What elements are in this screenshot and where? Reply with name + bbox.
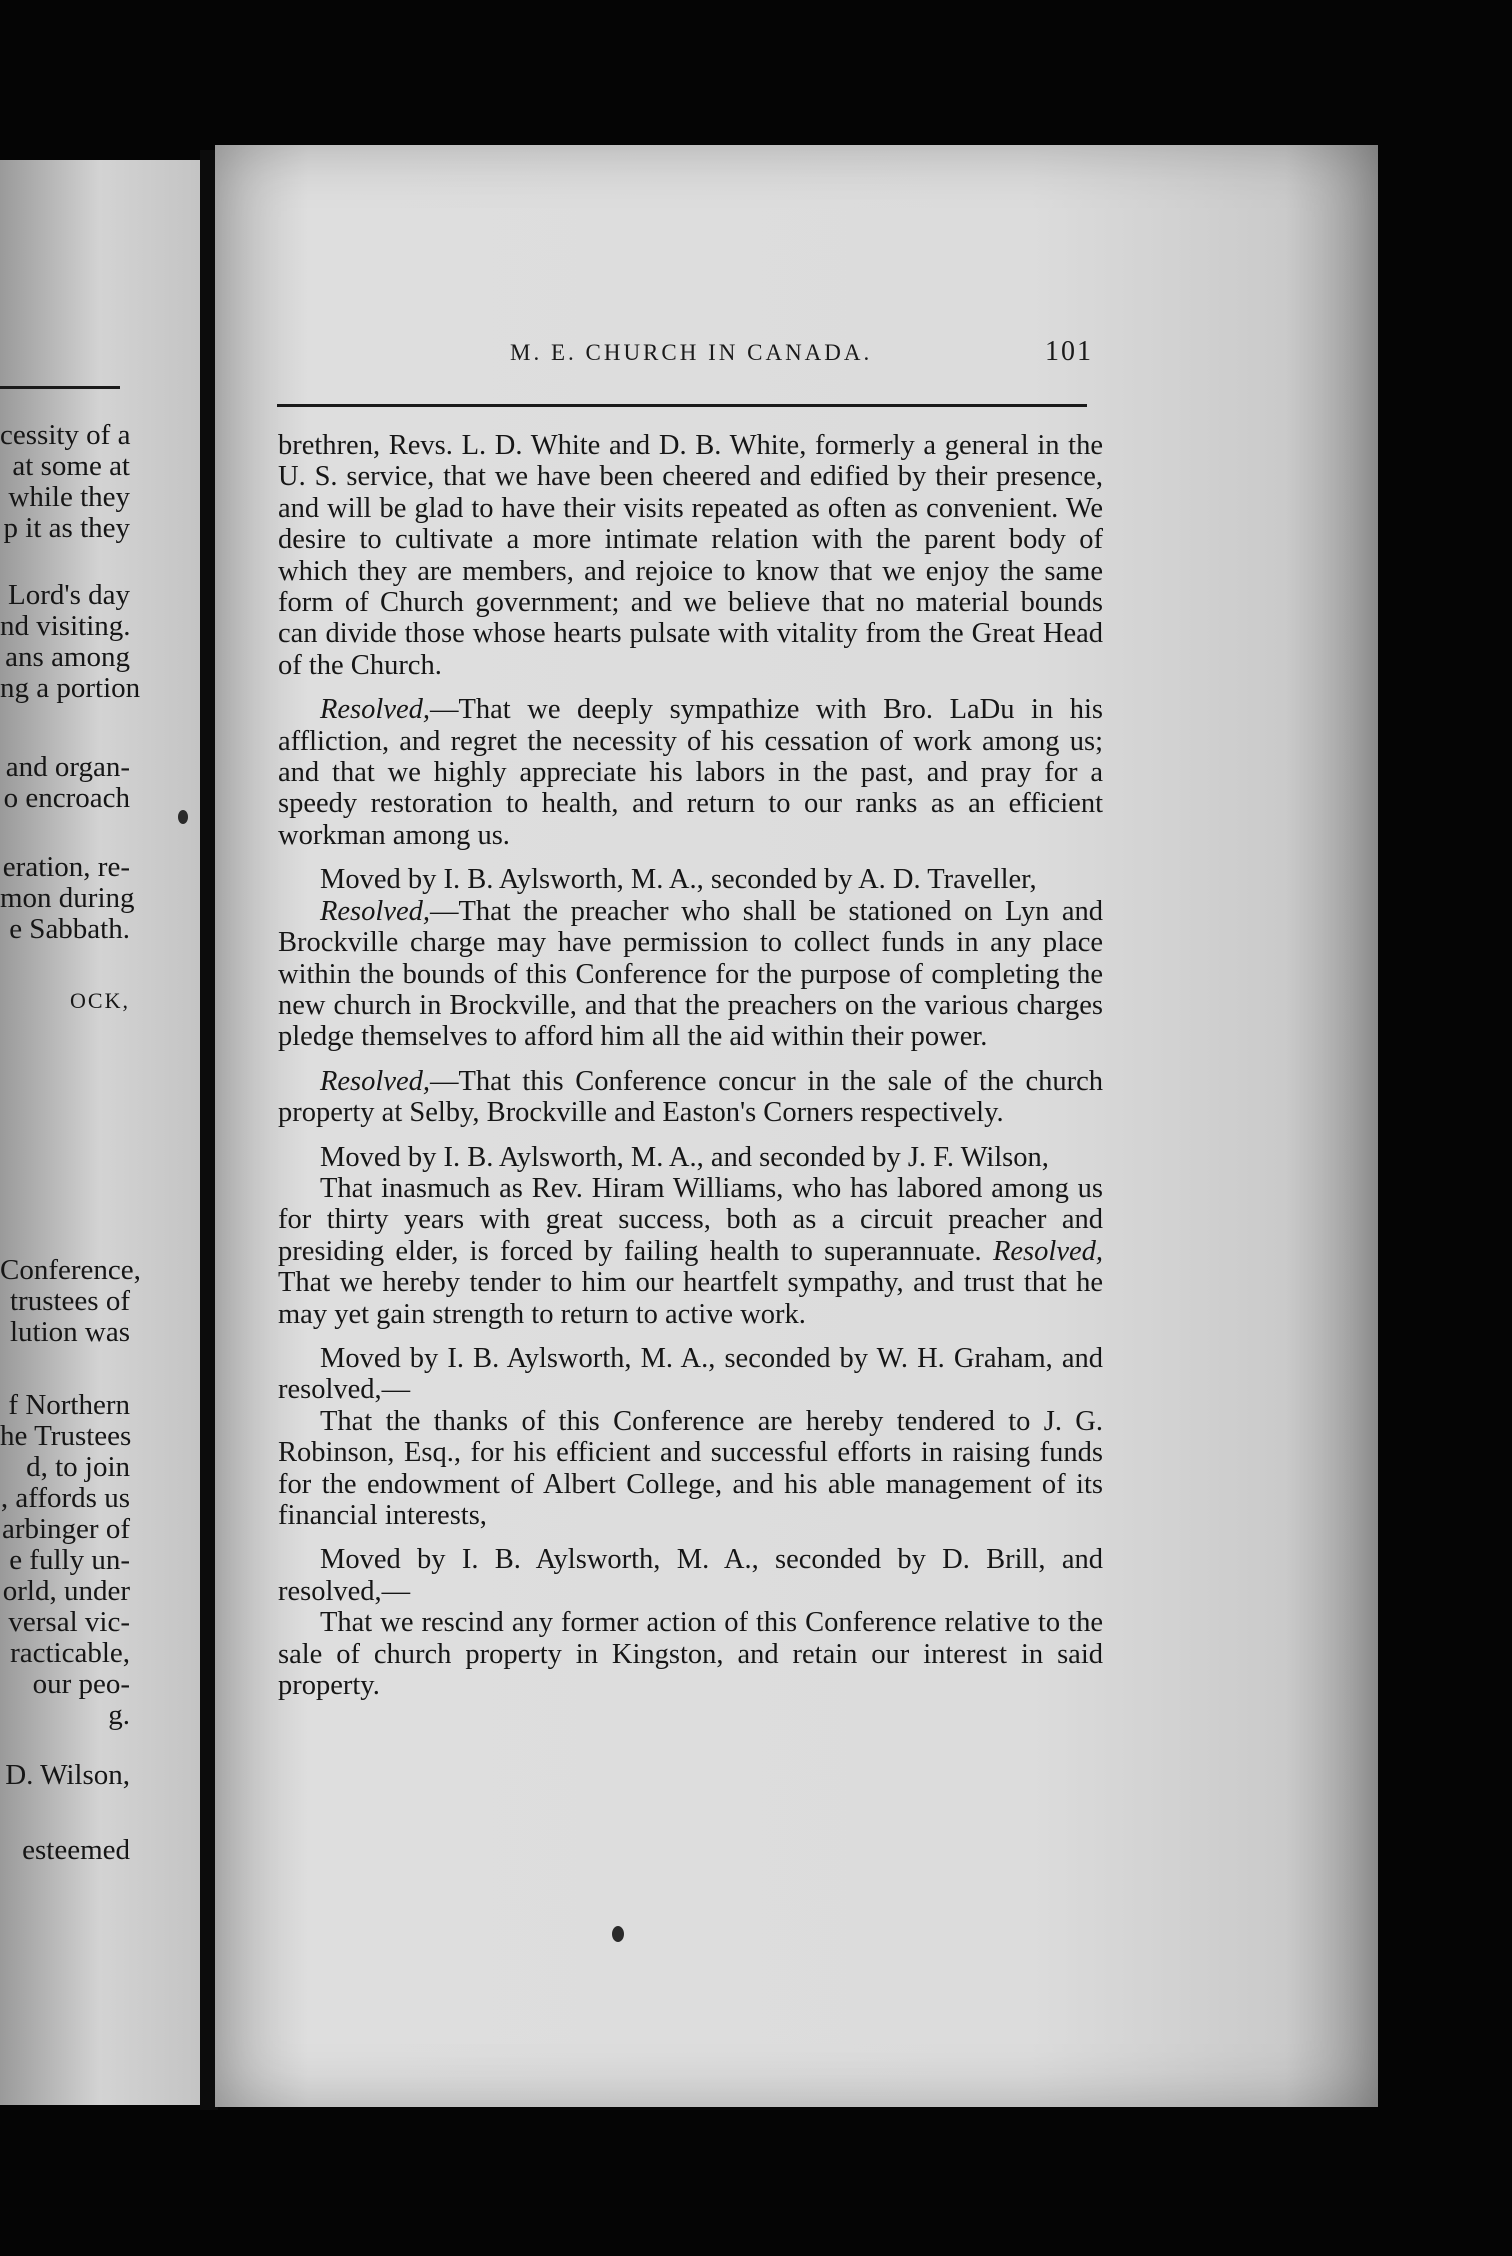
left-text-esteemed: esteemed (22, 1834, 130, 1866)
paragraph-moved-traveller: Moved by I. B. Aylsworth, M. A., seconded by A. D. Traveller, (320, 864, 1037, 896)
paragraph-hiram-williams: That inasmuch as Rev. Hiram Williams, who has labored among us for thirty years with great success, both as a circuit preacher and presiding elder, is forced by failing health to superannuate. Resolved, That we hereby tender to him our heartfelt sympathy, and trust that he may yet gain strength to return to active work. (278, 1172, 1103, 1330)
ink-smudge (612, 1926, 624, 1942)
paragraph-resolved-ladu: Resolved,—That we deeply sympathize with Bro. LaDu in his affliction, and regret the necessity of his cessation of work among us; and that we highly appreciate his labors in the past, and pray for a speedy restoration to health, and return to our ranks as an efficient workman among us. (278, 694, 1103, 851)
paragraph-resolved-sale: Resolved,—That this Conference concur in the sale of the church property at Selby, Brockville and Easton's Corners respectively. (278, 1065, 1103, 1129)
paragraph-moved-brill: Moved by I. B. Aylsworth, M. A., seconded by D. Brill, and resolved,— (278, 1544, 1103, 1607)
left-page-rule (0, 386, 120, 389)
paragraph-moved-wilson: Moved by I. B. Aylsworth, M. A., and seconded by J. F. Wilson, (320, 1141, 1049, 1173)
left-page-fragment (0, 160, 200, 2105)
page-body (278, 430, 1103, 1701)
left-text-block-6: f Northern he Trustees d, to join , affords us arbinger of e fully un- orld, under versal vic- racticable, our peo- g. (0, 1389, 132, 1731)
header-rule (277, 404, 1087, 407)
paragraph-robinson-thanks: That the thanks of this Conference are hereby tendered to J. G. Robinson, Esq., for his efficient and successful efforts in raising funds for the endowment of Albert College, and his able management of its financial interests, (278, 1405, 1103, 1531)
resolved-label: Resolved, (320, 694, 430, 726)
resolved-label: Resolved, (320, 1065, 430, 1097)
ink-smudge (178, 810, 188, 824)
paragraph-kingston-property: That we rescind any former action of this Conference relative to the sale of church property in Kingston, and retain our interest in said property. (278, 1607, 1103, 1702)
resolved-label: Resolved, (993, 1235, 1103, 1267)
paragraph-resolved-brockville: Resolved,—That the preacher who shall be stationed on Lyn and Brockville charge may have permission to collect funds in any place within the bounds of this Conference for the purpose of completing the new church in Brockville, and that the preachers on the various charges pledge themselves to afford him all the aid within their power. (278, 895, 1103, 1053)
running-title: M. E. CHURCH IN CANADA. (510, 340, 873, 365)
paragraph-brethren: brethren, Revs. L. D. White and D. B. White, formerly a general in the U. S. service, that we have been cheered and edified by their presence, and will be glad to have their visits repeated as often as convenient. We desire to cultivate a more intimate relation with the parent body of which they are members, and rejoice to know that we enjoy the same form of Church government; and we believe that no material bounds can divide those whose hearts pulsate with vitality from the Great Head of the Church. (278, 430, 1103, 681)
left-text-block-3: and organ- o encroach (3, 751, 130, 814)
resolved-label: Resolved, (320, 895, 430, 927)
left-text-block-2: Lord's day nd visiting. ans among ng a portion (0, 579, 141, 704)
left-text-block-4: eration, re- mon during e Sabbath. (0, 851, 135, 945)
paragraph-moved-graham: Moved by I. B. Aylsworth, M. A., seconded by W. H. Graham, and resolved,— (278, 1342, 1103, 1406)
left-signature: OCK, (70, 988, 130, 1013)
left-text-block-5: Conference, trustees of lution was (0, 1254, 141, 1348)
left-text-wilson: D. Wilson, (5, 1759, 130, 1791)
left-text-block-1: cessity of a at some at while they p it as they (0, 419, 131, 544)
page-number: 101 (1045, 336, 1093, 367)
